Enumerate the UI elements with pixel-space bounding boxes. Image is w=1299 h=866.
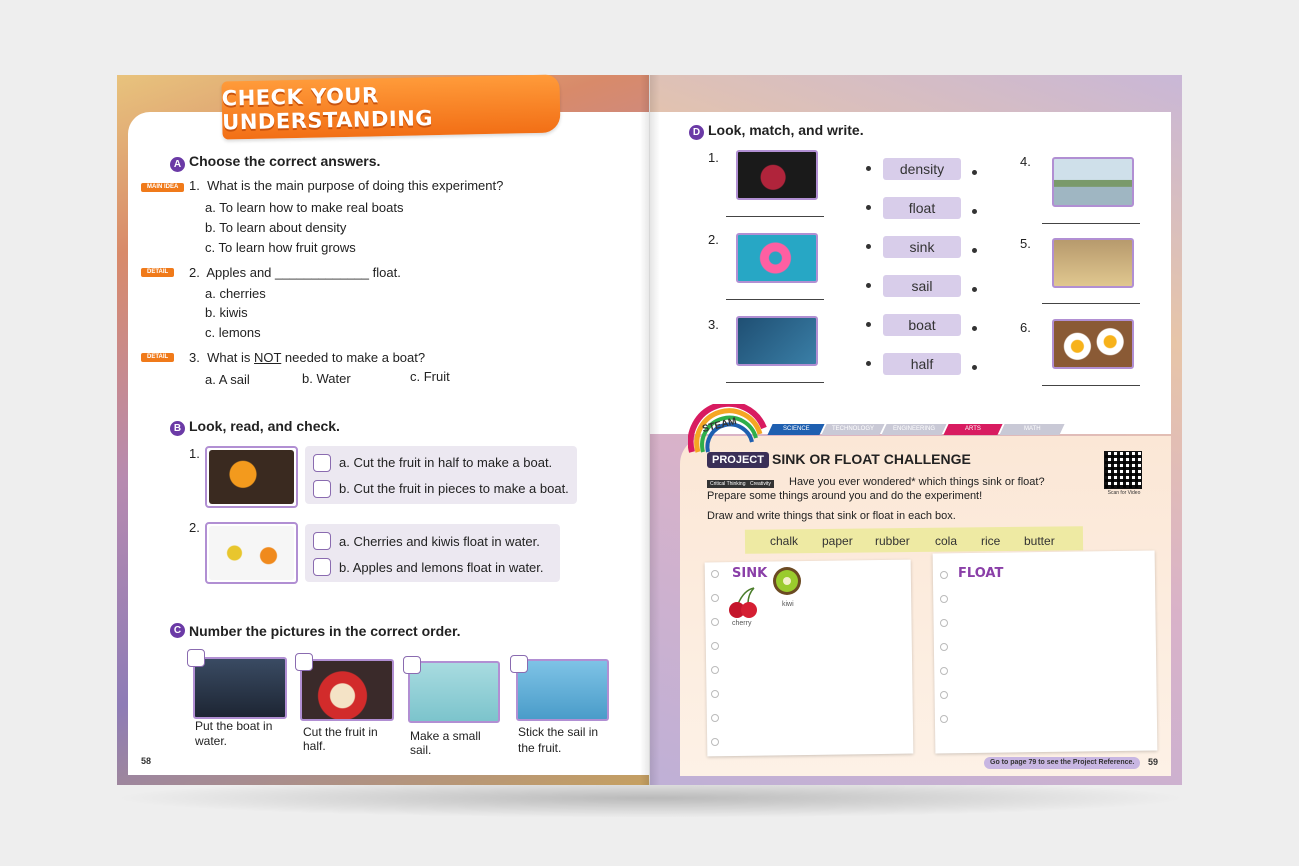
sink-label: SINK: [732, 566, 768, 581]
section-b-badge: B: [170, 421, 185, 436]
project-label: PROJECT: [707, 452, 769, 468]
caption-4-line-2: the fruit.: [518, 741, 562, 755]
notepad-hole: [940, 571, 948, 579]
skill-tag: Creativity: [747, 480, 774, 488]
project-intro-1: Have you ever wondered* which things sink or float?: [789, 476, 1045, 488]
checkbox[interactable]: [313, 532, 331, 550]
write-line[interactable]: [1042, 385, 1140, 386]
photo-stick-sail: [516, 659, 609, 721]
match-photo-4: [1052, 157, 1134, 207]
steam-label: STEAM: [701, 415, 738, 436]
match-photo-2: [736, 233, 818, 283]
photo-image: [209, 450, 294, 504]
q1-option-b[interactable]: b. To learn about density: [205, 220, 347, 235]
write-line[interactable]: [1042, 223, 1140, 224]
caption-3-line-1: Make a small: [410, 729, 481, 743]
word-bank-item: cola: [935, 534, 958, 548]
caption-2-line-2: half.: [303, 739, 326, 753]
project-instruction: Draw and write things that sink or float in each box.: [707, 510, 956, 522]
item-number: 1.: [189, 446, 200, 461]
match-dot[interactable]: [972, 209, 977, 214]
notepad-hole: [940, 619, 948, 627]
match-number: 2.: [708, 232, 719, 247]
banner-title: CHECK YOUR UNDERSTANDING: [221, 83, 434, 135]
project-intro-2: Prepare some things around you and do the experiment!: [707, 490, 983, 502]
match-number: 4.: [1020, 154, 1031, 169]
match-number: 6.: [1020, 320, 1031, 335]
match-dot[interactable]: [972, 287, 977, 292]
word-chip: float: [883, 197, 961, 219]
match-photo-1: [736, 150, 818, 200]
order-box[interactable]: [510, 655, 528, 673]
caption-1-line-1: Put the boat in: [195, 719, 273, 733]
item-number: 2.: [189, 520, 200, 535]
answer-blank[interactable]: _____________: [275, 265, 370, 280]
order-box[interactable]: [187, 649, 205, 667]
notepad-hole: [940, 691, 948, 699]
steam-chip-technology: TECHNOLOGY: [821, 424, 884, 435]
photo-cut-apple: [300, 659, 394, 721]
match-dot[interactable]: [866, 244, 871, 249]
match-number: 5.: [1020, 236, 1031, 251]
page-number-left: 58: [141, 756, 152, 766]
caption-2-line-1: Cut the fruit in: [303, 725, 378, 739]
q1-option-c[interactable]: c. To learn how fruit grows: [205, 240, 356, 255]
caption-1-line-2: water.: [195, 734, 228, 748]
notepad-hole: [711, 690, 719, 698]
q2-option-a[interactable]: a. cherries: [205, 286, 266, 301]
notepad-hole: [711, 642, 719, 650]
match-dot[interactable]: [866, 361, 871, 366]
q3-option-b[interactable]: b. Water: [302, 371, 351, 386]
cherry-icon: [726, 586, 762, 620]
word-chip: sink: [883, 236, 961, 258]
order-box[interactable]: [403, 656, 421, 674]
steam-chip-math: MATH: [999, 424, 1064, 435]
book-gutter: [640, 75, 660, 785]
word-bank-item: rubber: [875, 534, 910, 548]
match-dot[interactable]: [866, 166, 871, 171]
section-d-title: Look, match, and write.: [708, 122, 864, 138]
sink-example-label: kiwi: [782, 601, 794, 608]
photo-boat-in-water: [193, 657, 287, 719]
write-line[interactable]: [726, 382, 824, 383]
word-chip: density: [883, 158, 961, 180]
match-photo-6: [1052, 319, 1134, 369]
match-number: 1.: [708, 150, 719, 165]
question-2: 2. Apples and _____________ float.: [189, 265, 401, 280]
notepad-hole: [940, 715, 948, 723]
section-c-badge: C: [170, 623, 185, 638]
match-dot[interactable]: [866, 322, 871, 327]
notepad-hole: [940, 643, 948, 651]
steam-chip-science: SCIENCE: [767, 424, 824, 435]
match-dot[interactable]: [972, 365, 977, 370]
q2-option-b[interactable]: b. kiwis: [205, 305, 248, 320]
word-bank-item: rice: [981, 534, 1001, 548]
q3-option-a[interactable]: a. A sail: [205, 372, 250, 387]
caption-3-line-2: sail.: [410, 743, 432, 757]
question-tag: DETAIL: [141, 268, 174, 277]
checkbox[interactable]: [313, 454, 331, 472]
qr-caption: Scan for Video: [1107, 490, 1141, 496]
notepad-hole: [711, 738, 719, 746]
float-label: FLOAT: [958, 566, 1004, 581]
checkbox[interactable]: [313, 558, 331, 576]
b2-option-a: a. Cherries and kiwis float in water.: [339, 534, 540, 549]
section-c-title: Number the pictures in the correct order.: [189, 623, 461, 639]
notepad-hole: [711, 666, 719, 674]
section-b-title: Look, read, and check.: [189, 418, 340, 434]
match-photo-5: [1052, 238, 1134, 288]
section-d-badge: D: [689, 125, 704, 140]
word-chip: boat: [883, 314, 961, 336]
question-tag: DETAIL: [141, 353, 174, 362]
check-understanding-banner: [221, 74, 560, 139]
write-line[interactable]: [726, 299, 824, 300]
sink-example-label: cherry: [732, 620, 752, 627]
photo-fruit-splash: [205, 522, 298, 584]
write-line[interactable]: [1042, 303, 1140, 304]
b2-option-b: b. Apples and lemons float in water.: [339, 560, 544, 575]
question-3: 3. What is NOT needed to make a boat?: [189, 350, 426, 365]
qr-code[interactable]: [1104, 451, 1142, 489]
checkbox[interactable]: [313, 480, 331, 498]
photo-cut-orange: [205, 446, 298, 508]
match-dot[interactable]: [866, 283, 871, 288]
word-chip: half: [883, 353, 961, 375]
notepad-hole: [711, 594, 719, 602]
word-bank-item: paper: [822, 534, 853, 548]
q2-option-c[interactable]: c. lemons: [205, 325, 261, 340]
match-dot[interactable]: [866, 205, 871, 210]
steam-chip-engineering: ENGINEERING: [881, 424, 946, 435]
kiwi-icon: [771, 566, 805, 596]
match-dot[interactable]: [972, 170, 977, 175]
question-tag: MAIN IDEA: [141, 183, 184, 192]
page-number-right: 59: [1148, 757, 1159, 767]
match-dot[interactable]: [972, 248, 977, 253]
photo-image: [209, 526, 294, 580]
word-bank-item: chalk: [770, 534, 799, 548]
skill-tag: Critical Thinking: [707, 480, 748, 488]
notepad-hole: [711, 714, 719, 722]
b1-option-a: a. Cut the fruit in half to make a boat.: [339, 455, 553, 470]
word-bank-item: butter: [1024, 534, 1055, 548]
caption-4-line-1: Stick the sail in: [518, 725, 599, 739]
order-box[interactable]: [295, 653, 313, 671]
notepad-hole: [940, 667, 948, 675]
b1-option-b: b. Cut the fruit in pieces to make a boat.: [339, 481, 569, 496]
q3-option-c[interactable]: c. Fruit: [410, 369, 450, 384]
match-number: 3.: [708, 317, 719, 332]
section-a-title: Choose the correct answers.: [189, 153, 381, 169]
write-line[interactable]: [726, 216, 824, 217]
notepad-hole: [711, 618, 719, 626]
q1-option-a[interactable]: a. To learn how to make real boats: [205, 200, 404, 215]
photo-small-sail: [408, 661, 500, 723]
notepad-hole: [940, 595, 948, 603]
match-dot[interactable]: [972, 326, 977, 331]
project-reference-note[interactable]: Go to page 79 to see the Project Reference.: [984, 757, 1140, 769]
match-photo-3: [736, 316, 818, 366]
steam-chip-arts: ARTS: [943, 424, 1002, 435]
notepad-hole: [711, 570, 719, 578]
question-1: 1. What is the main purpose of doing this experiment?: [189, 178, 504, 193]
word-chip: sail: [883, 275, 961, 297]
project-title: SINK OR FLOAT CHALLENGE: [772, 451, 971, 467]
section-a-badge: A: [170, 157, 185, 172]
